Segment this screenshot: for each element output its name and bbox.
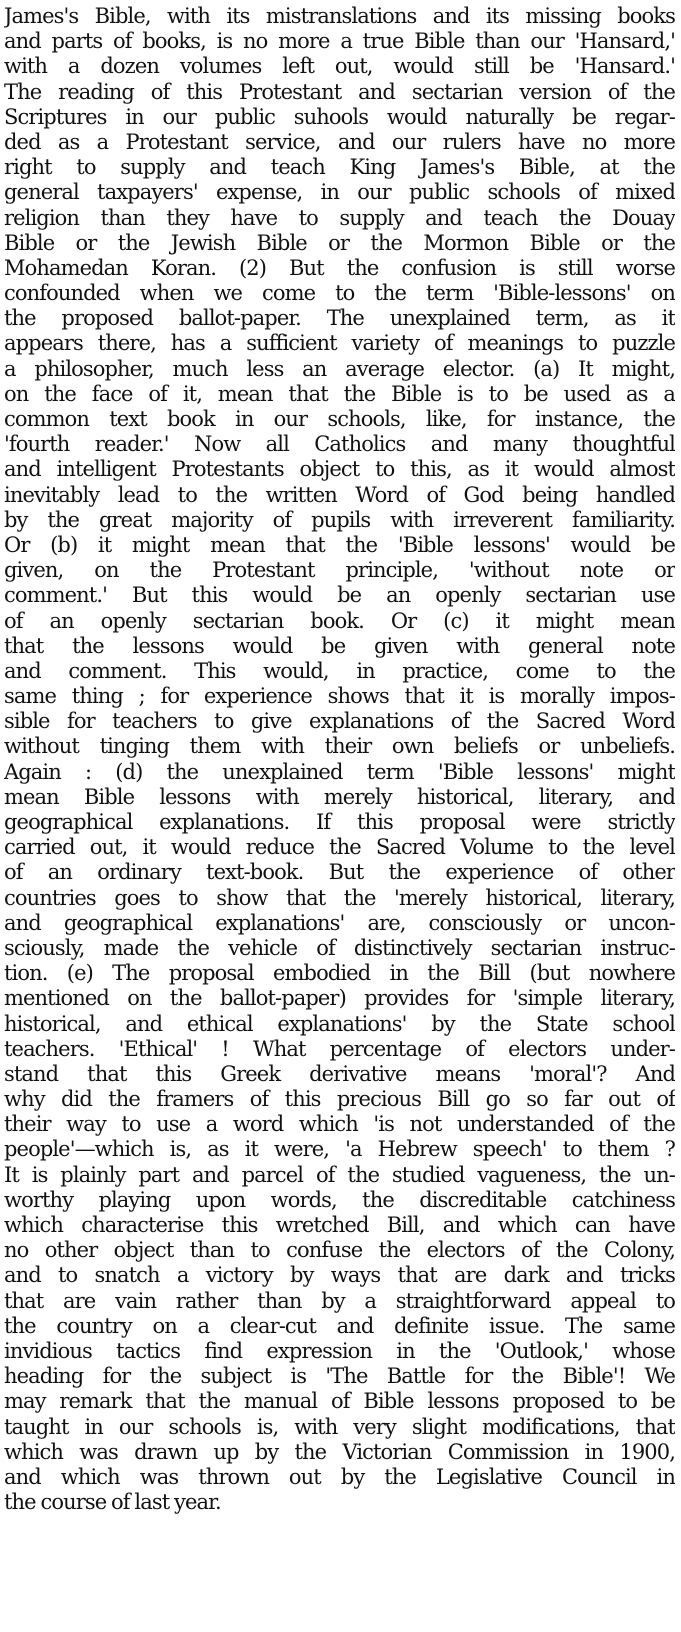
text-line: general taxpayers' expense, in our public schools of mixed xyxy=(4,180,675,205)
text-line: their way to use a word which 'is not understanded of the xyxy=(4,1112,675,1137)
text-line: and intelligent Protestants object to this, as it would almost xyxy=(4,457,675,482)
text-line: and comment. This would, in practice, come to the xyxy=(4,658,675,683)
text-line: 'fourth reader.' Now all Catholics and many thoughtful xyxy=(4,432,675,457)
text-line: of an openly sectarian book. Or (c) it might mean xyxy=(4,608,675,633)
text-line: the proposed ballot-paper. The unexplained term, as it xyxy=(4,306,675,331)
text-line: of an ordinary text-book. But the experience of other xyxy=(4,860,675,885)
text-line: historical, and ethical explanations' by the State school xyxy=(4,1011,675,1036)
text-line: which characterise this wretched Bill, and which can have xyxy=(4,1213,675,1237)
text-line: worthy playing upon words, the discreditable catchiness xyxy=(4,1187,675,1212)
text-line: right to supply and teach King James's Bible, at the xyxy=(4,155,675,180)
text-line: The reading of this Protestant and sectarian version of the xyxy=(4,79,675,104)
text-line: may remark that the manual of Bible lessons proposed to be xyxy=(4,1389,675,1414)
text-line: Mohamedan Koran. (2) But the confusion is still worse xyxy=(4,255,675,280)
text-line: and which was thrown out by the Legislative Council in xyxy=(4,1464,675,1489)
text-line: which was drawn up by the Victorian Commission in 1900, xyxy=(4,1439,675,1464)
text-line: inevitably lead to the written Word of God being handled xyxy=(4,482,675,507)
text-line: mentioned on the ballot-paper) provides for 'simple literary, xyxy=(4,986,675,1011)
text-line: on the face of it, mean that the Bible is to be used as a xyxy=(4,381,675,406)
text-line: Scriptures in our public suhools would naturally be regar- xyxy=(4,104,675,129)
text-line: comment.' But this would be an openly sectarian use xyxy=(4,583,675,608)
text-line: Again : (d) the unexplained term 'Bible lessons' might xyxy=(4,759,675,784)
text-line: James's Bible, with its mistranslations and its missing books xyxy=(4,4,675,28)
text-line: sible for teachers to give explanations of the Sacred Word xyxy=(4,709,675,734)
text-line: It is plainly part and parcel of the studied vagueness, the un- xyxy=(4,1162,675,1187)
text-line: confounded when we come to the term 'Bible-lessons' on xyxy=(4,281,675,306)
text-line: Bible or the Jewish Bible or the Mormon Bible or the xyxy=(4,230,675,255)
text-line: why did the framers of this precious Bill go so far out of xyxy=(4,1087,675,1112)
text-line: carried out, it would reduce the Sacred Volume to the level xyxy=(4,835,675,860)
text-line: ded as a Protestant service, and our rulers have no more xyxy=(4,129,675,154)
text-line: taught in our schools is, with very slight modifications, that xyxy=(4,1414,675,1439)
text-line: countries goes to show that the 'merely historical, literary, xyxy=(4,885,675,910)
text-line: appears there, has a sufficient variety of meanings to puzzle xyxy=(4,331,675,356)
text-line: the country on a clear-cut and definite issue. The same xyxy=(4,1313,675,1338)
text-line: that the lessons would be given with general note xyxy=(4,633,675,658)
text-line: and to snatch a victory by ways that are dark and tricks xyxy=(4,1263,675,1288)
text-line: geographical explanations. If this proposal were strictly xyxy=(4,810,675,834)
text-line: without tinging them with their own beliefs or unbeliefs. xyxy=(4,734,675,759)
text-line: heading for the subject is 'The Battle for the Bible'! We xyxy=(4,1364,675,1389)
text-line: a philosopher, much less an average elector. (a) It might, xyxy=(4,356,675,381)
text-line: sciously, made the vehicle of distinctively sectarian instruc- xyxy=(4,935,675,960)
text-line: common text book in our schools, like, for instance, the xyxy=(4,407,675,431)
text-line: teachers. 'Ethical' ! What percentage of electors under- xyxy=(4,1036,675,1061)
text-line: with a dozen volumes left out, would still be 'Hansard.' xyxy=(4,54,675,79)
text-line: that are vain rather than by a straightforward appeal to xyxy=(4,1288,675,1313)
text-line: people'—which is, as it were, 'a Hebrew speech' to them ? xyxy=(4,1137,675,1162)
text-line: Or (b) it might mean that the 'Bible lessons' would be xyxy=(4,532,675,557)
text-line: the course of last year. xyxy=(4,1490,221,1515)
text-line: and geographical explanations' are, consciously or uncon- xyxy=(4,910,675,935)
text-line: tion. (e) The proposal embodied in the Bill (but nowhere xyxy=(4,961,675,986)
text-line: religion than they have to supply and teach the Douay xyxy=(4,205,675,230)
text-line: given, on the Protestant principle, 'without note or xyxy=(4,558,675,583)
text-line: same thing ; for experience shows that it is morally impos- xyxy=(4,684,675,709)
text-line: invidious tactics find expression in the 'Outlook,' whose xyxy=(4,1338,675,1363)
text-line: no other object than to confuse the electors of the Colony, xyxy=(4,1238,675,1263)
text-line: by the great majority of pupils with irreverent familiarity. xyxy=(4,507,675,532)
text-line: mean Bible lessons with merely historical, literary, and xyxy=(4,784,675,809)
text-line: stand that this Greek derivative means 'moral'? And xyxy=(4,1061,675,1086)
text-line: and parts of books, is no more a true Bible than our 'Hansard,' xyxy=(4,29,675,54)
